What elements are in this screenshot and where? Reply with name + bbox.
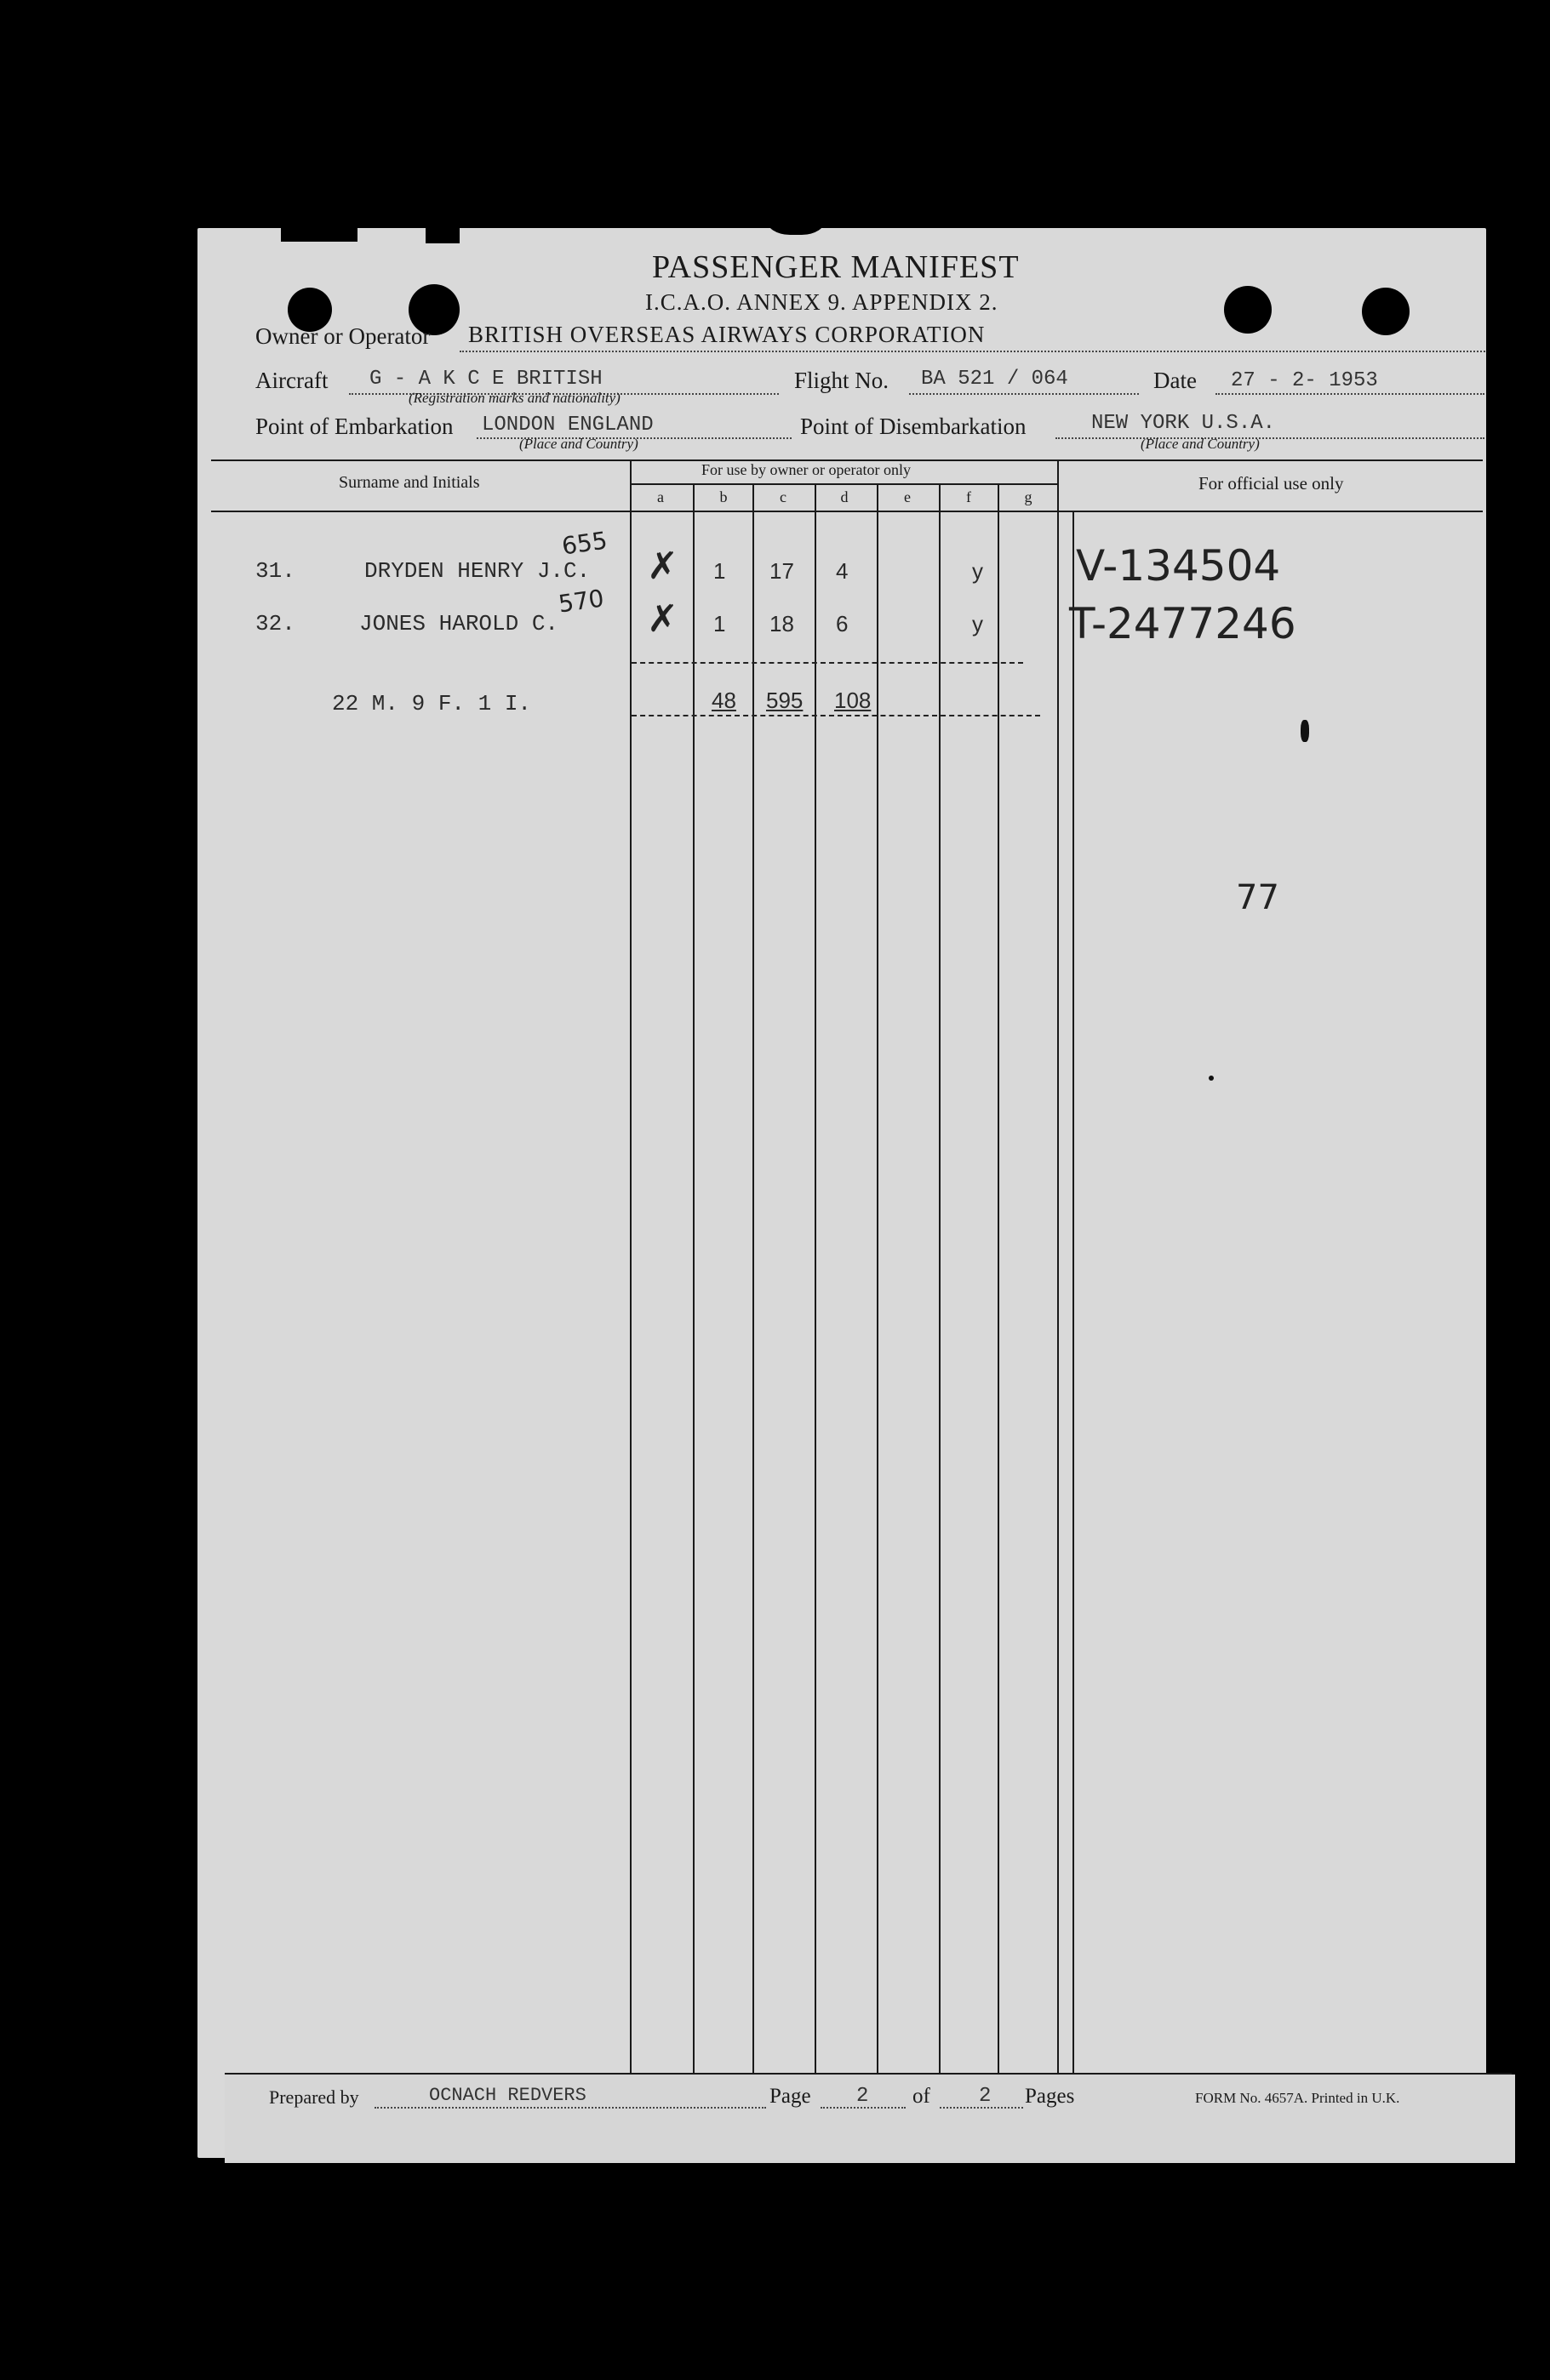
column-divider (630, 459, 632, 2073)
pages-label: Pages (1025, 2085, 1075, 2108)
column-divider (693, 483, 695, 2073)
disembark-dotted-line (1055, 437, 1484, 439)
column-divider (1072, 511, 1074, 2073)
row-number: 32. (255, 611, 295, 636)
flight-dotted-line (909, 393, 1139, 395)
prepared-by-value: OCNACH REDVERS (429, 2085, 586, 2106)
form-number: FORM No. 4657A. Printed in U.K. (1195, 2090, 1400, 2106)
total-b: 48 (712, 688, 736, 713)
cell-f: y (972, 611, 983, 636)
column-divider (815, 483, 816, 2073)
row-number: 31. (255, 558, 295, 584)
page-dotted-line (821, 2107, 906, 2109)
manifest-sheet-lower (225, 2075, 1515, 2163)
cell-b: 1 (713, 611, 726, 636)
check-mark: ✗ (647, 597, 678, 641)
cell-d: 6 (836, 611, 849, 636)
date-dotted-line (1215, 393, 1484, 395)
column-divider (998, 483, 999, 2073)
official-use-header: For official use only (1198, 473, 1344, 494)
prepared-by-label: Prepared by (269, 2086, 359, 2108)
disembark-label: Point of Disembarkation (800, 414, 1027, 439)
table-header-rule (211, 511, 1483, 512)
flight-label: Flight No. (794, 368, 889, 393)
disembark-value: NEW YORK U.S.A. (1091, 412, 1276, 435)
aircraft-caption: (Registration marks and nationality) (409, 390, 621, 406)
punch-hole (1362, 288, 1410, 335)
cell-b: 1 (713, 558, 726, 584)
column-e-header: e (904, 488, 911, 505)
page-value: 2 (856, 2085, 869, 2108)
pages-dotted-line (940, 2107, 1023, 2109)
aircraft-value: G - A K C E BRITISH (369, 368, 603, 391)
column-f-header: f (966, 488, 971, 505)
total-d: 108 (834, 688, 872, 713)
embark-value: LONDON ENGLAND (482, 414, 654, 437)
check-mark: ✗ (647, 545, 678, 588)
cell-f: y (972, 558, 983, 584)
cell-c: 18 (769, 611, 794, 636)
column-divider (752, 483, 754, 2073)
column-c-header: c (780, 488, 786, 505)
totals-dashed-rule (632, 662, 1023, 664)
date-value: 27 - 2- 1953 (1231, 369, 1378, 392)
column-divider (877, 483, 878, 2073)
margin-note: 77 (1236, 878, 1279, 917)
cell-d: 4 (836, 558, 849, 584)
manifest-title: PASSENGER MANIFEST (652, 249, 1020, 285)
punch-hole (1224, 286, 1272, 334)
owner-label: Owner or Operator (255, 323, 431, 349)
date-label: Date (1153, 368, 1197, 393)
handwritten-note: 570 (556, 584, 606, 619)
totals-dashed-rule (632, 715, 1040, 716)
official-entry: V-134504 (1076, 541, 1281, 591)
column-a-header: a (657, 488, 664, 505)
prepared-by-dotted-line (375, 2107, 766, 2109)
embark-label: Point of Embarkation (255, 414, 454, 439)
passenger-name: DRYDEN HENRY J.C. (364, 558, 591, 584)
column-divider (939, 483, 941, 2073)
owner-dotted-line (460, 351, 1485, 352)
of-label: of (912, 2085, 930, 2108)
manifest-subtitle: I.C.A.O. ANNEX 9. APPENDIX 2. (645, 289, 998, 315)
ink-dot (1209, 1076, 1214, 1081)
flight-value: BA 521 / 064 (921, 368, 1068, 391)
disembark-caption: (Place and Country) (1141, 436, 1260, 452)
surname-header: Surname and Initials (339, 473, 480, 492)
table-bottom-rule (225, 2073, 1512, 2075)
aircraft-label: Aircraft (255, 368, 329, 393)
cell-c: 17 (769, 558, 794, 584)
column-divider (1057, 459, 1059, 2073)
totals-label: 22 M. 9 F. 1 I. (332, 691, 532, 716)
owner-use-header: For use by owner or operator only (701, 461, 911, 478)
torn-edge (281, 228, 357, 242)
handwritten-note: 655 (559, 526, 609, 561)
column-g-header: g (1024, 488, 1032, 505)
passenger-name: JONES HAROLD C. (359, 611, 559, 636)
page-label: Page (769, 2085, 811, 2108)
ink-blot (1301, 720, 1309, 742)
total-c: 595 (766, 688, 804, 713)
embark-caption: (Place and Country) (519, 436, 638, 452)
manifest-sheet (197, 228, 1486, 2158)
column-d-header: d (840, 488, 849, 505)
column-b-header: b (719, 488, 728, 505)
official-entry: T-2477246 (1069, 599, 1296, 648)
torn-edge (766, 196, 826, 235)
pages-value: 2 (979, 2085, 992, 2108)
owner-value: BRITISH OVERSEAS AIRWAYS CORPORATION (468, 322, 986, 347)
torn-edge (426, 228, 460, 243)
